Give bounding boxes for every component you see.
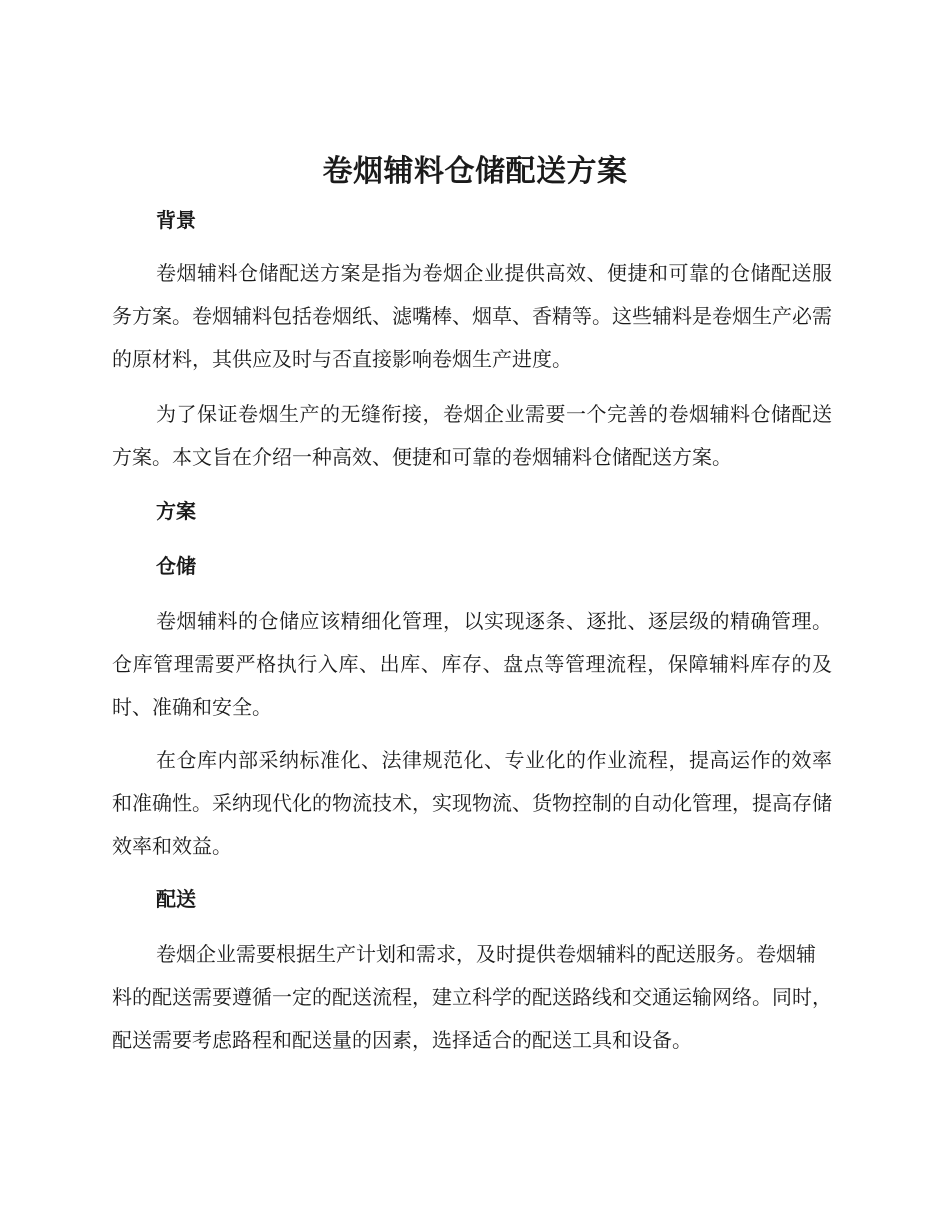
heading-plan: 方案: [156, 499, 196, 523]
paragraph-delivery-1: 卷烟企业需要根据生产计划和需求，及时提供卷烟辅料的配送服务。卷烟辅料的配送需要遵循一定的配送流程，建立科学的配送路线和交通运输网络。同时，配送需要考虑路程和配送量的因素，选择适合的配送工具和设备。: [112, 942, 832, 1052]
paragraph-storage-2: 在仓库内部采纳标准化、法律规范化、专业化的作业流程，提高运作的效率和准确性。采纳现代化的物流技术，实现物流、货物控制的自动化管理，提高存储效率和效益。: [112, 748, 832, 858]
paragraph-background-1: 卷烟辅料仓储配送方案是指为卷烟企业提供高效、便捷和可靠的仓储配送服务方案。卷烟辅料包括卷烟纸、滤嘴棒、烟草、香精等。这些辅料是卷烟生产必需的原材料，其供应及时与否直接影响卷烟生产进度。: [112, 261, 832, 371]
document-title: 卷烟辅料仓储配送方案: [322, 154, 628, 189]
heading-background: 背景: [156, 208, 196, 232]
heading-delivery: 配送: [156, 887, 196, 911]
heading-storage: 仓储: [156, 554, 196, 578]
paragraph-background-2: 为了保证卷烟生产的无缝衔接，卷烟企业需要一个完善的卷烟辅料仓储配送方案。本文旨在介绍一种高效、便捷和可靠的卷烟辅料仓储配送方案。: [112, 402, 832, 469]
paragraph-storage-1: 卷烟辅料的仓储应该精细化管理，以实现逐条、逐批、逐层级的精确管理。仓库管理需要严格执行入库、出库、库存、盘点等管理流程，保障辅料库存的及时、准确和安全。: [112, 609, 832, 719]
